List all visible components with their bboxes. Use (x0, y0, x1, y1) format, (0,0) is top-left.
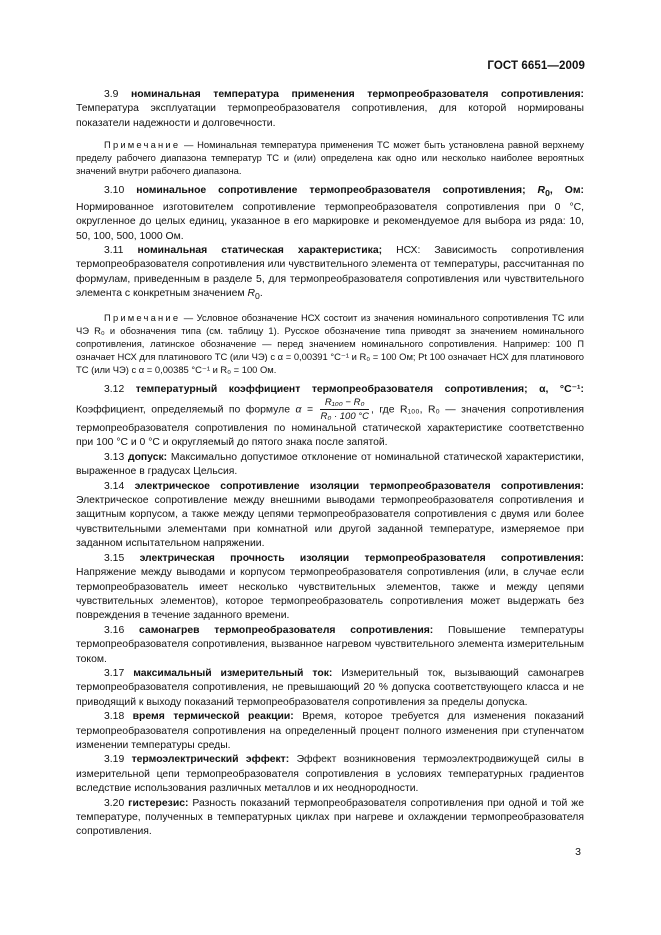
clause-text: Максимально допустимое отклонение от номинальной статической характеристики, выраженное в градусах Цельсия. (76, 451, 584, 478)
alpha-formula (320, 397, 368, 422)
clause-number: 3.14 (104, 480, 135, 492)
symbol-r: R (247, 288, 256, 300)
clause-term: номинальная температура применения термопреобразователя сопротивления: (130, 89, 584, 100)
clause-end: . (259, 288, 263, 300)
clause-term: номинальное сопротивление термопреобразователя сопротивления; (136, 185, 538, 197)
clause-number: 3.19 (104, 754, 132, 766)
clause-3-11 (76, 244, 584, 304)
clause-term: термоэлектрический эффект: (131, 754, 290, 766)
formula-numerator: R₁₀₀ − R₀ (320, 397, 368, 410)
clause-term: гистерезис: (128, 797, 189, 809)
clause-term: температурный коэффициент термопреобразователя сопротивления; α, °С⁻¹: (135, 383, 584, 395)
clause-text: Температура эксплуатации термопреобразователя сопротивления, для которой нормированы показатели надежности и долговечности. (76, 103, 584, 129)
formula-lhs: α = (295, 404, 319, 416)
clause-text: Измерительный ток, вызывающий самонагрев термопреобразователя сопротивления, не превышающий 20 % допуска соответствующего класса и не приводящий к выходу показаний термопреобразователя сопротивления за пределы допуска. (76, 667, 584, 708)
symbol-subscript: 0 (255, 291, 260, 302)
clause-number: 3.13 (104, 451, 128, 463)
clause-number: 3.10 (104, 185, 137, 197)
clause-term: самонагрев термопреобразователя сопротивления: (139, 624, 434, 636)
clause-text: Время, которое требуется для изменения показаний термопреобразователя сопротивления на определенный процент полного изменения при ступенчатом изменении температуры среды. (76, 711, 584, 751)
clause-text: НСХ: Зависимость сопротивления термопреобразователя сопротивления или чувствительного элемента от температуры, рассчитанная по формулам, приведенным в разделе 5, для термопреобразователя сопротивления или чувствительного элемента с конкретным значением (76, 244, 584, 300)
note-text: — Номинальная температура применения ТС может быть установлена равной верхнему пределу рабочего диапазона температур ТС и (или) определена как одно или несколько наиболее вероятных значений внутри рабочего диапазона. (76, 139, 584, 177)
clause-term: номинальная статическая характеристика; (137, 244, 383, 256)
standard-number: ГОСТ 6651—2009 (487, 60, 585, 72)
clause-text: Коэффициент, определяемый по формуле (76, 404, 296, 416)
clause-term: время термической реакции: (132, 711, 294, 723)
note-3-11 (76, 311, 584, 376)
clause-term: электрическая прочность изоляции термопреобразователя сопротивления: (139, 552, 584, 564)
symbol-subscript: 0 (545, 188, 550, 199)
clause-3-19 (76, 753, 584, 796)
clause-text: Эффект возникновения термоэлектродвижущей силы в измерительной цепи термопреобразователя сопротивления в условиях температурных градиентов вследствие использования различных металлов и их неоднородности. (76, 754, 584, 795)
note-3-9 (76, 138, 584, 177)
clause-number: 3.17 (104, 667, 134, 679)
clause-3-15 (76, 552, 584, 624)
note-label: Примечание (104, 139, 181, 151)
symbol-r: R (537, 185, 546, 197)
clause-number: 3.9 (104, 89, 131, 100)
clause-number: 3.16 (104, 624, 140, 636)
clause-text: Напряжение между выводами и корпусом термопреобразователя сопротивления (или, в случае если термопреобразователь имеет несколько чувствительных элементов, также и между цепями чувствительных элементов), которое термопреобразователь сопротивления может выдержать без повреждения в течение заданного времени. (76, 567, 584, 622)
document-body (76, 88, 584, 840)
clause-text: Разность показаний термопреобразователя сопротивления при одной и той же температуре, полученных в температурных циклах при нагреве и охлаждении термопреобразователя сопротивления. (76, 797, 584, 838)
page-number: 3 (575, 846, 581, 858)
clause-3-18 (76, 710, 584, 753)
clause-term: электрическое сопротивление изоляции термопреобразователя сопротивления: (134, 480, 584, 492)
clause-unit: , Ом: (549, 185, 584, 197)
clause-3-9 (76, 88, 584, 131)
clause-text: , где R₁₀₀, R₀ — значения сопротивления термопреобразователя сопротивления по номинальной статической характеристике соответственно при 100 °С и 0 °С и округляемый до пятого знака после запятой. (76, 404, 584, 449)
formula-denominator: R₀ · 100 °С (320, 411, 369, 423)
clause-3-13 (76, 451, 584, 480)
clause-3-10 (76, 184, 584, 244)
clause-text: Нормированное изготовителем сопротивление термопреобразователя сопротивления при 0 °С, округленное до целых единиц, указанное в его маркировке и рекомендуемое для выбора из ряда: 10, 50, 100, 500, 1000 Ом. (76, 201, 584, 242)
note-text: — Условное обозначение НСХ состоит из значения номинального сопротивления ТС или ЧЭ R₀ и обозначения типа (см. таблицу 1). Русское обозначение типа приводят за значением номинального сопротивления, латинское обозначение — перед значением номинального сопротивления. Например: 100 П означает НСХ для платинового ТС (или ЧЭ) с α = 0,00391 °С⁻¹ и R₀ = 100 Ом; Pt 100 означает НСХ для платинового ТС (или ЧЭ) с α = 0,00385 °С⁻¹ и R₀ = 100 Ом. (76, 311, 584, 375)
clause-3-17 (76, 667, 584, 710)
clause-number: 3.11 (104, 244, 138, 256)
clause-number: 3.18 (104, 711, 133, 723)
clause-number: 3.12 (104, 383, 136, 395)
clause-text: Повышение температуры термопреобразователя сопротивления, вызванное нагревом чувствительного элемента измерительным током. (76, 624, 584, 665)
clause-3-14 (76, 480, 584, 552)
clause-term: допуск: (127, 451, 168, 463)
clause-3-20 (76, 797, 584, 840)
note-label: Примечание (104, 311, 181, 323)
clause-text: Электрическое сопротивление между внешними выводами термопреобразователя сопротивления и защитным корпусом, а также между цепями термопреобразователя сопротивления с двумя или более чувствительными элементами при комнатной или другой заданной температуре, измеряемое при заданном испытательном напряжении. (76, 495, 584, 550)
clause-number: 3.15 (104, 552, 140, 564)
clause-3-16 (76, 624, 584, 667)
clause-term: максимальный измерительный ток: (133, 667, 333, 679)
clause-3-12 (76, 383, 584, 451)
clause-number: 3.20 (104, 797, 129, 809)
